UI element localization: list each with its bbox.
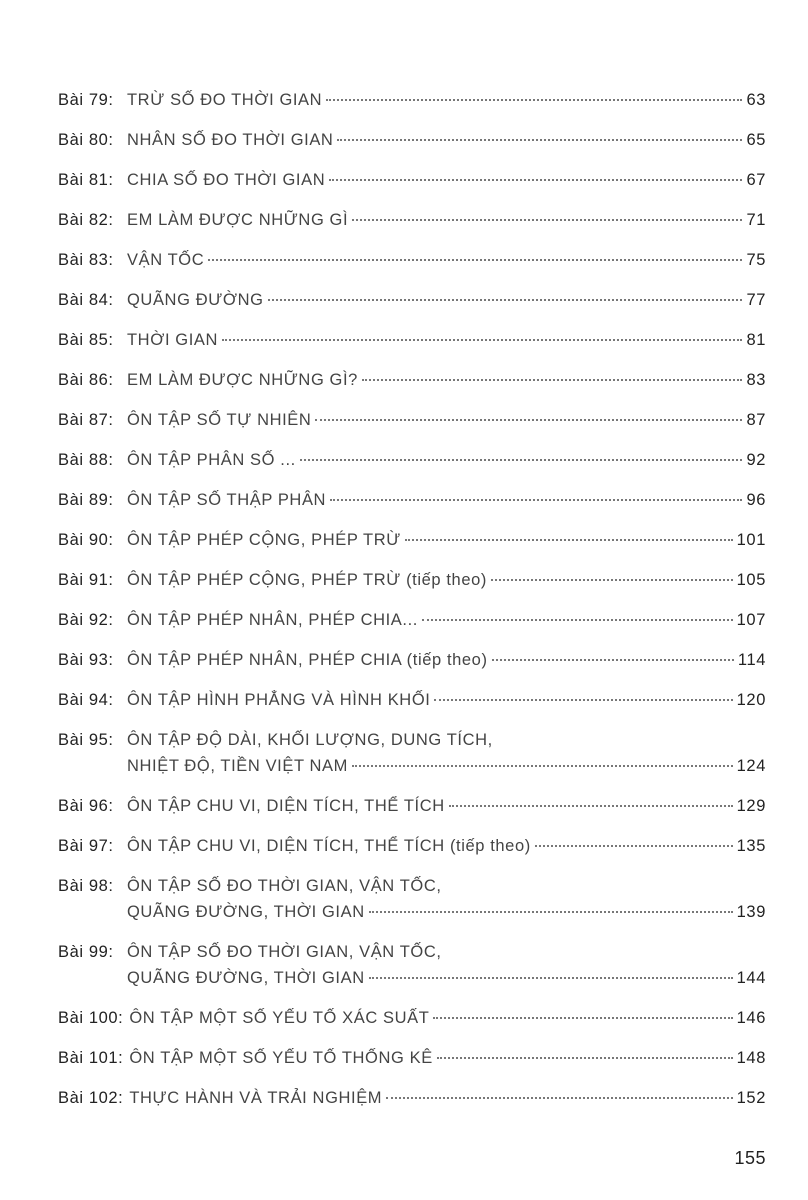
page-ref: 120	[736, 691, 766, 709]
lesson-label: Bài 87:	[58, 411, 114, 429]
toc-entry[interactable]	[58, 673, 766, 713]
page-ref: 96	[746, 491, 766, 509]
toc-line	[58, 127, 766, 153]
toc-line	[58, 1085, 766, 1111]
lesson-label: Bài 100:	[58, 1009, 124, 1027]
dot-leader	[337, 139, 742, 141]
toc-line	[58, 793, 766, 819]
lesson-title: ÔN TẬP SỐ ĐO THỜI GIAN, VẬN TỐC,	[127, 877, 442, 895]
lesson-label: Bài 90:	[58, 531, 114, 549]
toc-line	[58, 87, 766, 113]
lesson-title: NHIỆT ĐỘ, TIỀN VIỆT NAM	[127, 757, 349, 775]
toc-entry[interactable]	[58, 473, 766, 513]
lesson-title: QUÃNG ĐƯỜNG, THỜI GIAN	[127, 903, 365, 921]
toc-line	[58, 965, 766, 991]
dot-leader	[535, 845, 733, 847]
lesson-label: Bài 85:	[58, 331, 114, 349]
lesson-title: ÔN TẬP MỘT SỐ YẾU TỐ THỐNG KÊ	[129, 1049, 433, 1067]
lesson-title: ÔN TẬP CHU VI, DIỆN TÍCH, THỂ TÍCH (tiếp theo)	[127, 837, 531, 855]
lesson-label: Bài 97:	[58, 837, 114, 855]
page-ref: 71	[746, 211, 766, 229]
toc-line	[58, 1045, 766, 1071]
toc-entry[interactable]	[58, 633, 766, 673]
toc-line	[58, 247, 766, 273]
lesson-label: Bài 86:	[58, 371, 114, 389]
page-ref: 65	[746, 131, 766, 149]
lesson-label: Bài 81:	[58, 171, 114, 189]
lesson-title: ÔN TẬP CHU VI, DIỆN TÍCH, THỂ TÍCH	[127, 797, 445, 815]
dot-leader	[300, 459, 743, 461]
lesson-title: THỰC HÀNH VÀ TRẢI NGHIỆM	[129, 1089, 383, 1107]
page-ref: 87	[746, 411, 766, 429]
dot-leader	[208, 259, 742, 261]
lesson-label: Bài 93:	[58, 651, 114, 669]
toc-entry[interactable]	[58, 313, 766, 353]
page-ref: 92	[746, 451, 766, 469]
lesson-title: VẬN TỐC	[127, 251, 205, 269]
toc-line	[58, 899, 766, 925]
page-ref: 63	[746, 91, 766, 109]
lesson-title: ÔN TẬP ĐỘ DÀI, KHỐI LƯỢNG, DUNG TÍCH,	[127, 731, 493, 749]
toc-line	[58, 407, 766, 433]
lesson-label: Bài 82:	[58, 211, 114, 229]
page-ref: 124	[736, 757, 766, 775]
page-ref: 75	[746, 251, 766, 269]
dot-leader	[369, 977, 733, 979]
toc-entry[interactable]	[58, 193, 766, 233]
toc-entry[interactable]	[58, 233, 766, 273]
toc-line	[58, 207, 766, 233]
lesson-label: Bài 94:	[58, 691, 114, 709]
lesson-label: Bài 80:	[58, 131, 114, 149]
toc-line	[58, 487, 766, 513]
lesson-title: ÔN TẬP PHÉP CỘNG, PHÉP TRỪ	[127, 531, 401, 549]
dot-leader	[268, 299, 743, 301]
toc-line	[58, 607, 766, 633]
toc-line	[58, 567, 766, 593]
toc-line	[58, 447, 766, 473]
lesson-title: EM LÀM ĐƯỢC NHỮNG GÌ	[127, 211, 349, 229]
toc-line	[58, 327, 766, 353]
toc-entry[interactable]	[58, 113, 766, 153]
dot-leader	[433, 1017, 732, 1019]
toc-line	[58, 833, 766, 859]
lesson-title: ÔN TẬP SỐ TỰ NHIÊN	[127, 411, 312, 429]
toc-line	[58, 687, 766, 713]
dot-leader	[326, 99, 742, 101]
lesson-title: ÔN TẬP PHÉP NHÂN, PHÉP CHIA (tiếp theo)	[127, 651, 488, 669]
table-of-contents	[58, 73, 766, 1111]
dot-leader	[491, 579, 733, 581]
toc-entry[interactable]	[58, 593, 766, 633]
toc-entry[interactable]	[58, 991, 766, 1031]
page-ref: 81	[746, 331, 766, 349]
page-number: 155	[734, 1148, 766, 1168]
dot-leader	[315, 419, 742, 421]
dot-leader	[352, 765, 733, 767]
lesson-title: ÔN TẬP PHÉP CỘNG, PHÉP TRỪ (tiếp theo)	[127, 571, 487, 589]
page-ref: 144	[736, 969, 766, 987]
lesson-label: Bài 101:	[58, 1049, 124, 1067]
dot-leader	[352, 219, 742, 221]
page-ref: 67	[746, 171, 766, 189]
dot-leader	[449, 805, 733, 807]
dot-leader	[386, 1097, 733, 1099]
toc-line	[58, 873, 766, 899]
page-ref: 105	[736, 571, 766, 589]
toc-entry[interactable]	[58, 553, 766, 593]
page-ref: 101	[736, 531, 766, 549]
toc-entry[interactable]	[58, 713, 766, 779]
page-ref: 146	[736, 1009, 766, 1027]
toc-line	[58, 647, 766, 673]
toc-entry[interactable]	[58, 153, 766, 193]
toc-line	[58, 167, 766, 193]
toc-entry[interactable]	[58, 1071, 766, 1111]
lesson-title: ÔN TẬP HÌNH PHẲNG VÀ HÌNH KHỐI	[127, 691, 431, 709]
toc-line	[58, 287, 766, 313]
dot-leader	[434, 699, 732, 701]
dot-leader	[437, 1057, 733, 1059]
lesson-title: ÔN TẬP MỘT SỐ YẾU TỐ XÁC SUẤT	[129, 1009, 430, 1027]
toc-entry[interactable]	[58, 353, 766, 393]
page-ref: 107	[736, 611, 766, 629]
toc-line	[58, 753, 766, 779]
dot-leader	[329, 179, 742, 181]
toc-entry[interactable]	[58, 1031, 766, 1071]
lesson-label: Bài 89:	[58, 491, 114, 509]
lesson-title: THỜI GIAN	[127, 331, 219, 349]
page-ref: 152	[736, 1089, 766, 1107]
page-ref: 77	[746, 291, 766, 309]
lesson-label: Bài 98:	[58, 877, 114, 895]
lesson-title: EM LÀM ĐƯỢC NHỮNG GÌ?	[127, 371, 358, 389]
page-ref: 114	[737, 651, 766, 669]
toc-entry[interactable]	[58, 859, 766, 925]
toc-entry[interactable]	[58, 433, 766, 473]
lesson-title: ÔN TẬP PHÂN SỐ ...	[127, 451, 296, 469]
dot-leader	[422, 619, 733, 621]
lesson-label: Bài 79:	[58, 91, 114, 109]
dot-leader	[369, 911, 733, 913]
toc-entry[interactable]	[58, 513, 766, 553]
toc-entry[interactable]	[58, 779, 766, 819]
lesson-title: ÔN TẬP PHÉP NHÂN, PHÉP CHIA...	[127, 611, 418, 629]
lesson-label: Bài 88:	[58, 451, 114, 469]
lesson-title: NHÂN SỐ ĐO THỜI GIAN	[127, 131, 334, 149]
lesson-title: QUÃNG ĐƯỜNG, THỜI GIAN	[127, 969, 365, 987]
lesson-label: Bài 84:	[58, 291, 114, 309]
lesson-label: Bài 96:	[58, 797, 114, 815]
lesson-label: Bài 95:	[58, 731, 114, 749]
lesson-title: TRỪ SỐ ĐO THỜI GIAN	[127, 91, 323, 109]
toc-entry[interactable]	[58, 925, 766, 991]
page-ref: 83	[746, 371, 766, 389]
toc-entry[interactable]	[58, 819, 766, 859]
lesson-title: ÔN TẬP SỐ THẬP PHÂN	[127, 491, 327, 509]
lesson-title: CHIA SỐ ĐO THỜI GIAN	[127, 171, 326, 189]
lesson-title: QUÃNG ĐƯỜNG	[127, 291, 264, 309]
page-ref: 135	[736, 837, 766, 855]
lesson-label: Bài 102:	[58, 1089, 124, 1107]
dot-leader	[492, 659, 734, 661]
toc-entry[interactable]	[58, 73, 766, 113]
lesson-label: Bài 83:	[58, 251, 114, 269]
toc-line	[58, 367, 766, 393]
page-ref: 139	[736, 903, 766, 921]
toc-line	[58, 939, 766, 965]
toc-line	[58, 1005, 766, 1031]
lesson-label: Bài 99:	[58, 943, 114, 961]
dot-leader	[405, 539, 733, 541]
toc-line	[58, 527, 766, 553]
toc-entry[interactable]	[58, 393, 766, 433]
lesson-title: ÔN TẬP SỐ ĐO THỜI GIAN, VẬN TỐC,	[127, 943, 442, 961]
dot-leader	[362, 379, 742, 381]
lesson-label: Bài 92:	[58, 611, 114, 629]
page-ref: 148	[736, 1049, 766, 1067]
toc-line	[58, 727, 766, 753]
toc-entry[interactable]	[58, 273, 766, 313]
dot-leader	[330, 499, 742, 501]
lesson-label: Bài 91:	[58, 571, 114, 589]
page-ref: 129	[736, 797, 766, 815]
dot-leader	[222, 339, 742, 341]
